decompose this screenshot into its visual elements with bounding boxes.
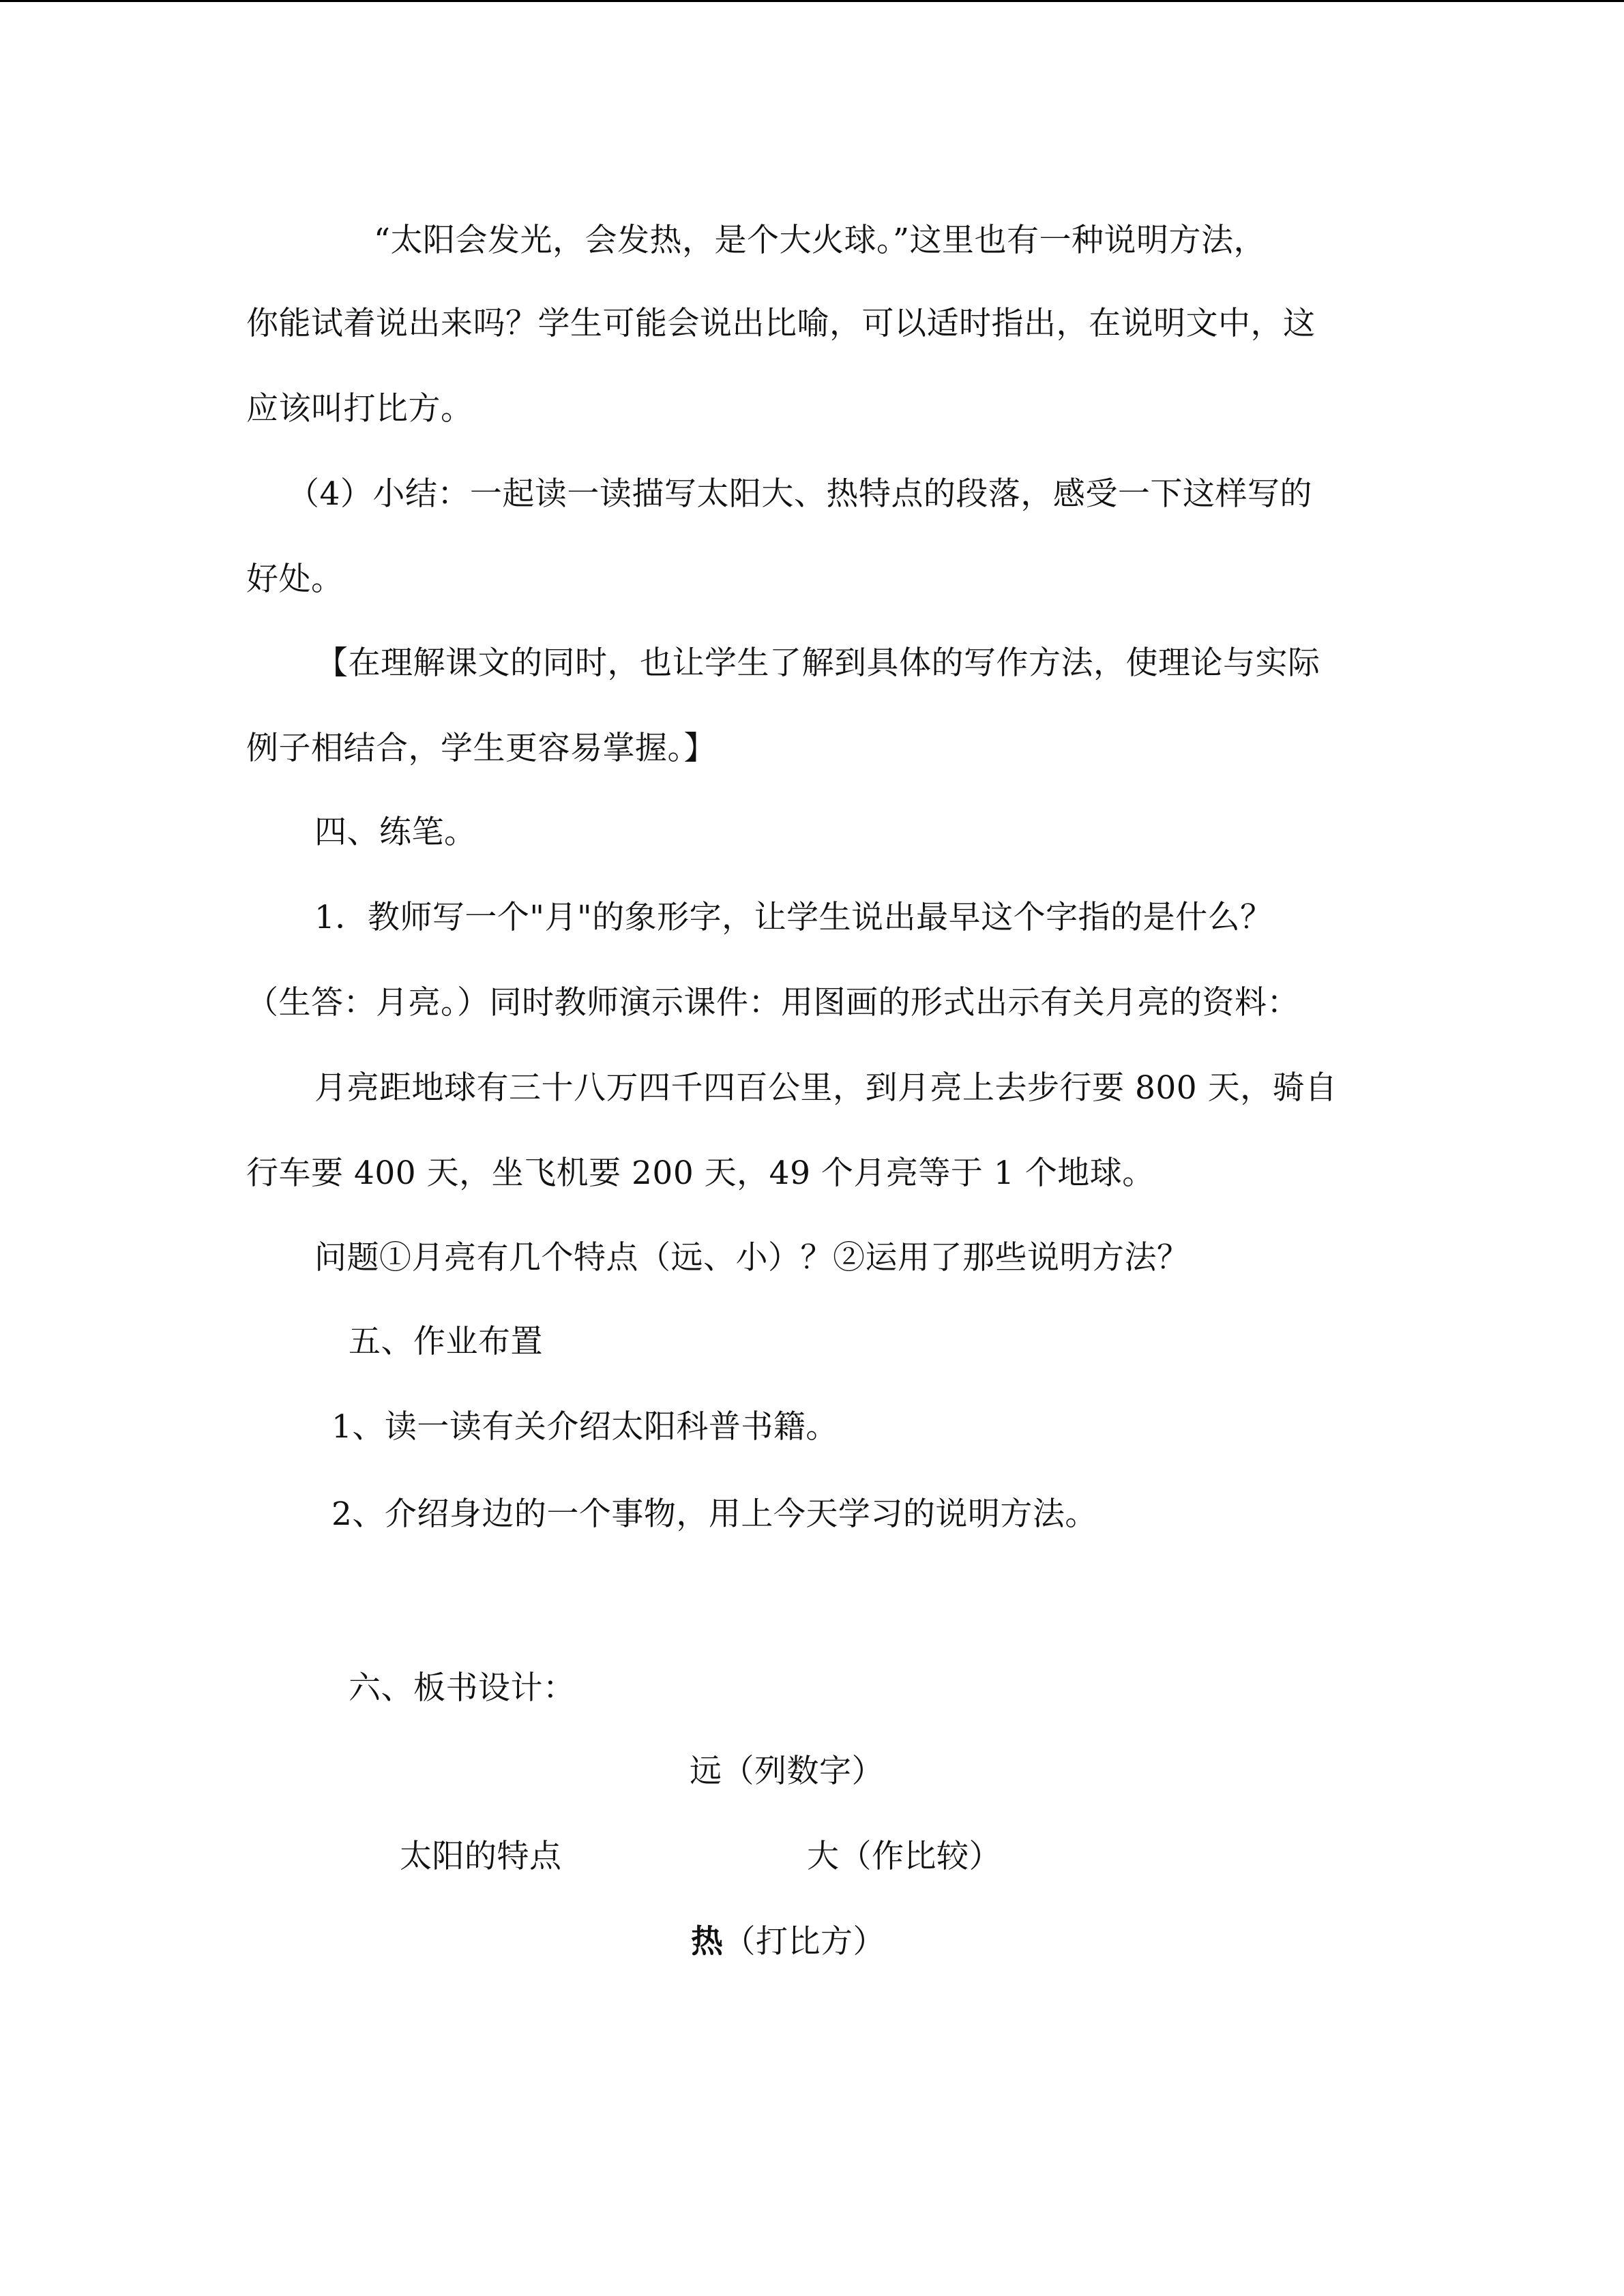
board-item-far: 远（列数字） bbox=[690, 1753, 884, 1790]
exercise-item-line: 1．教师写一个"月"的象形字，让学生说出最早这个字指的是什么？ bbox=[314, 899, 1273, 936]
moon-question: 问题①月亮有几个特点（远、小）？②运用了那些说明方法？ bbox=[314, 1239, 1190, 1277]
moon-facts-line: 月亮距地球有三十八万四千四百公里，到月亮上去步行要 800 天，骑自 bbox=[314, 1069, 1338, 1107]
section-heading: 四、练笔。 bbox=[314, 814, 477, 851]
top-border-rule bbox=[0, 0, 1624, 2]
board-hot-char: 热 bbox=[691, 1923, 724, 1960]
homework-item: 2、介绍身边的一个事物，用上今天学习的说明方法。 bbox=[331, 1495, 1097, 1533]
homework-item: 1、读一读有关介绍太阳科普书籍。 bbox=[331, 1408, 838, 1446]
board-subject: 太阳的特点 bbox=[400, 1838, 562, 1875]
summary-line: （4）小结：一起读一读描写太阳大、热特点的段落，感受一下这样写的 bbox=[287, 475, 1312, 513]
design-note-line: 【在理解课文的同时，也让学生了解到具体的写作方法，使理论与实际 bbox=[316, 644, 1320, 682]
board-item-big: 大（作比较） bbox=[807, 1838, 1001, 1875]
board-item-hot bbox=[691, 1922, 885, 1963]
moon-facts-line: 行车要 400 天，坐飞机要 200 天，49 个月亮等于 1 个地球。 bbox=[246, 1154, 1155, 1192]
section-heading: 六、板书设计： bbox=[349, 1669, 576, 1707]
paragraph-line: 你能试着说出来吗？学生可能会说出比喻，可以适时指出，在说明文中，这 bbox=[246, 305, 1316, 342]
paragraph-line: 应该叫打比方。 bbox=[246, 390, 473, 428]
board-hot-method: （打比方） bbox=[723, 1923, 885, 1960]
summary-line: 好处。 bbox=[246, 561, 344, 598]
exercise-item-line: （生答：月亮。）同时教师演示课件：用图画的形式出示有关月亮的资料： bbox=[246, 984, 1299, 1022]
paragraph-line: “太阳会发光，会发热，是个大火球。”这里也有一种说明方法， bbox=[374, 222, 1267, 259]
design-note-line: 例子相结合，学生更容易掌握。】 bbox=[246, 730, 716, 767]
section-heading: 五、作业布置 bbox=[349, 1323, 543, 1360]
